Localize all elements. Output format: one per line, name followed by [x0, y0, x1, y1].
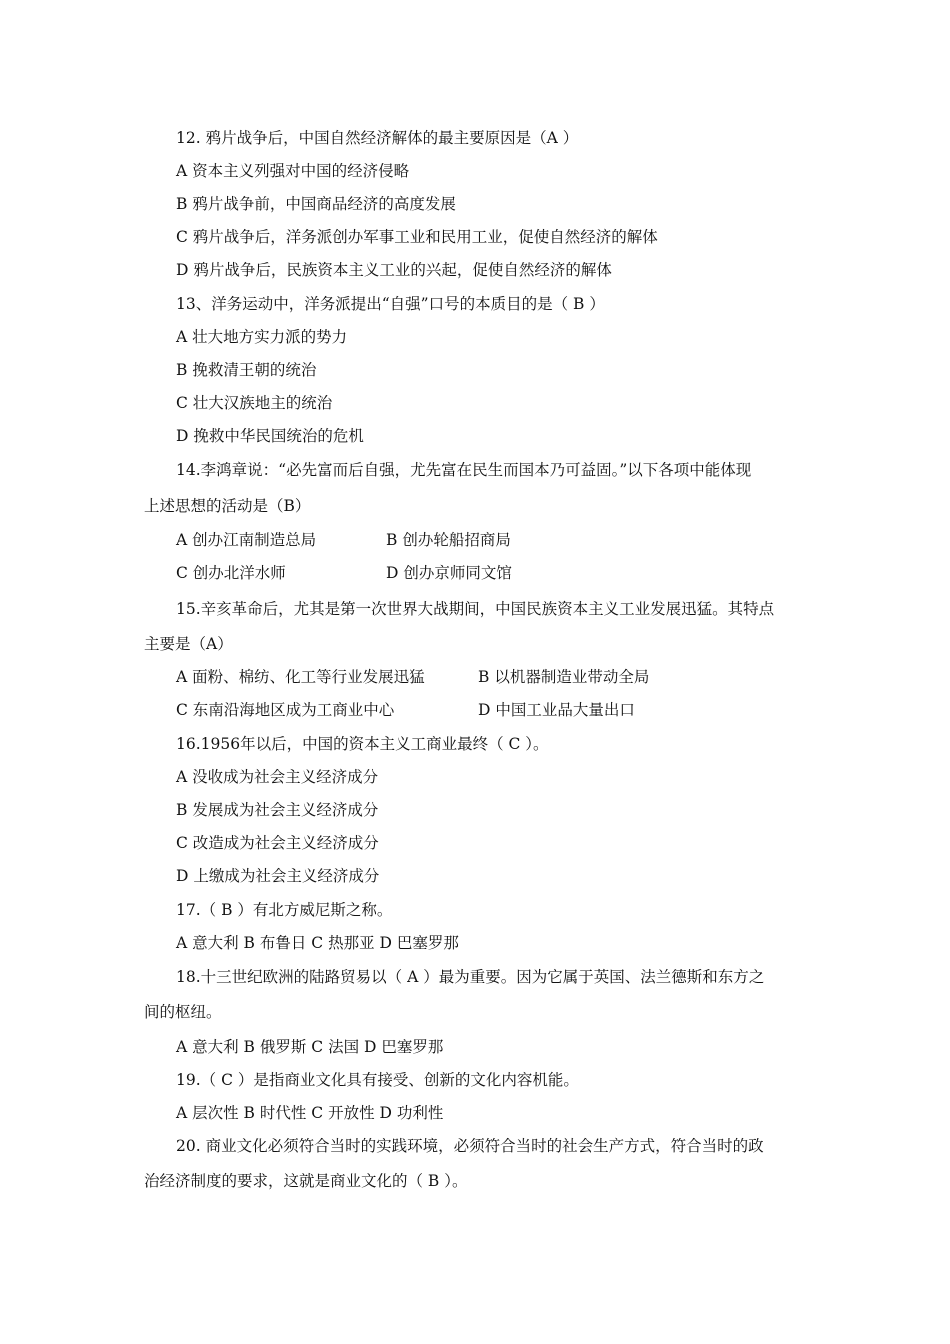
option-16-a: A 没收成为社会主义经济成分 — [176, 768, 379, 786]
option-16-b: B 发展成为社会主义经济成分 — [176, 801, 379, 819]
question-19: 19.（ C ）是指商业文化具有接受、创新的文化内容机能。 — [176, 1071, 579, 1089]
options-14-row-2 — [0, 561, 950, 585]
question-14-cont: 上述思想的活动是（B） — [144, 497, 311, 515]
options-17: A 意大利 B 布鲁日 C 热那亚 D 巴塞罗那 — [176, 934, 459, 952]
option-12-b: B 鸦片战争前，中国商品经济的高度发展 — [176, 195, 456, 213]
question-15: 15.辛亥革命后，尤其是第一次世界大战期间，中国民族资本主义工业发展迅猛。其特点 — [176, 600, 775, 618]
option-14-a: A 创办江南制造总局 — [176, 531, 317, 549]
question-12: 12. 鸦片战争后，中国自然经济解体的最主要原因是（A ） — [176, 129, 579, 147]
options-15-row-1 — [0, 665, 950, 689]
question-14: 14.李鸿章说：“必先富而后自强，尤先富在民生而国本乃可益固。”以下各项中能体现 — [176, 461, 752, 479]
question-16: 16.1956年以后，中国的资本主义工商业最终（ C ）。 — [176, 735, 549, 753]
option-15-b: B 以机器制造业带动全局 — [478, 668, 650, 686]
question-20: 20. 商业文化必须符合当时的实践环境，必须符合当时的社会生产方式，符合当时的政 — [176, 1137, 764, 1155]
option-12-d: D 鸦片战争后，民族资本主义工业的兴起，促使自然经济的解体 — [176, 261, 612, 279]
option-13-a: A 壮大地方实力派的势力 — [176, 328, 348, 346]
option-12-a: A 资本主义列强对中国的经济侵略 — [176, 162, 410, 180]
option-16-c: C 改造成为社会主义经济成分 — [176, 834, 379, 852]
option-15-d: D 中国工业品大量出口 — [478, 701, 635, 719]
option-15-c: C 东南沿海地区成为工商业中心 — [176, 701, 395, 719]
options-15-row-2 — [0, 698, 950, 722]
options-19: A 层次性 B 时代性 C 开放性 D 功利性 — [176, 1104, 444, 1122]
option-14-d: D 创办京师同文馆 — [386, 564, 512, 582]
option-12-c: C 鸦片战争后，洋务派创办军事工业和民用工业，促使自然经济的解体 — [176, 228, 658, 246]
option-13-c: C 壮大汉族地主的统治 — [176, 394, 333, 412]
option-13-b: B 挽救清王朝的统治 — [176, 361, 317, 379]
option-14-b: B 创办轮船招商局 — [386, 531, 511, 549]
question-18: 18.十三世纪欧洲的陆路贸易以（ A ）最为重要。因为它属于英国、法兰德斯和东方之 — [176, 968, 765, 986]
question-13: 13、洋务运动中，洋务派提出“自强”口号的本质目的是（ B ） — [176, 295, 605, 313]
option-16-d: D 上缴成为社会主义经济成分 — [176, 867, 380, 885]
option-13-d: D 挽救中华民国统治的危机 — [176, 427, 364, 445]
option-15-a: A 面粉、棉纺、化工等行业发展迅猛 — [176, 668, 425, 686]
options-14-row-1 — [0, 528, 950, 552]
question-18-cont: 间的枢纽。 — [144, 1003, 222, 1021]
question-17: 17.（ B ）有北方威尼斯之称。 — [176, 901, 393, 919]
question-20-cont: 治经济制度的要求，这就是商业文化的（ B ）。 — [144, 1172, 468, 1190]
options-18: A 意大利 B 俄罗斯 C 法国 D 巴塞罗那 — [176, 1038, 444, 1056]
option-14-c: C 创办北洋水师 — [176, 564, 286, 582]
question-15-cont: 主要是（A） — [144, 635, 233, 653]
